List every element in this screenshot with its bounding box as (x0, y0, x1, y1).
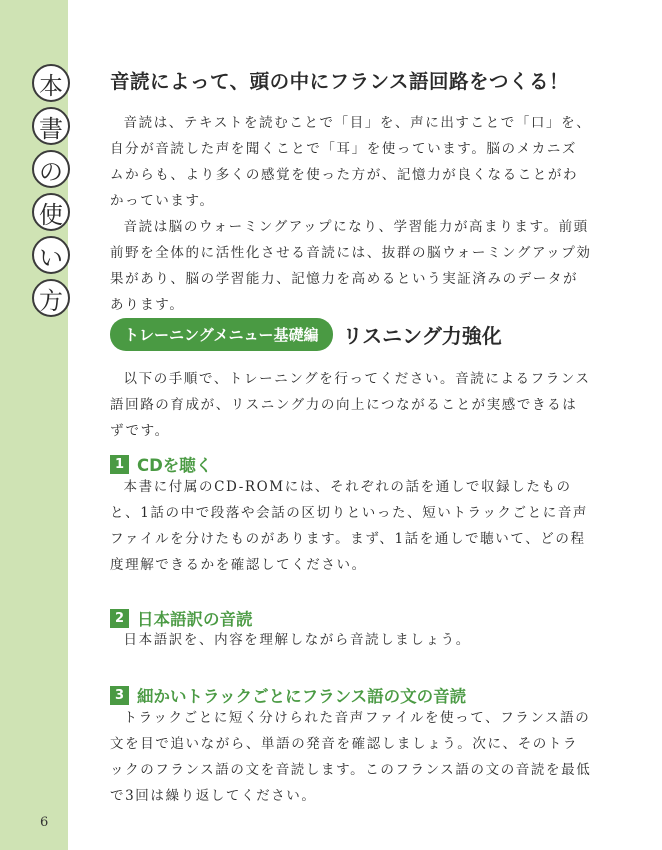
page-number: 6 (40, 815, 49, 830)
vertical-title-char: 使 (32, 193, 70, 231)
page-heading: 音読によって、頭の中にフランス語回路をつくる！ (110, 70, 570, 93)
step-1-body: 本書に付属のCD-ROMには、それぞれの話を通しで収録したものと、1話の中で段落や会話の区切りといった、短いトラックごとに音声ファイルを分けたものがあります。まず、1話を通しで聴いて、どの程度理解できるかを確認してください。 (110, 479, 589, 573)
step-number-badge: 2 (110, 609, 129, 628)
vertical-title-char: 方 (32, 279, 70, 317)
step-3-heading (110, 683, 466, 707)
section-intro-paragraph: 以下の手順で、トレーニングを行ってください。音読によるフランス語回路の育成が、リスニング力の向上につながることが実感できるはずです。 (110, 371, 591, 439)
step-2-body: 日本語訳を、内容を理解しながら音読しましょう。 (123, 632, 471, 648)
vertical-title-char: 書 (32, 107, 70, 145)
intro-paragraph-2: 音読は脳のウォーミングアップになり、学習能力が高まります。前頭前野を全体的に活性化させる音読には、抜群の脳ウォーミングアップ効果があり、脳の学習能力、記憶力を高めるという実証済みのデータがあります。 (110, 219, 592, 313)
step-number-badge: 3 (110, 686, 129, 705)
section-banner (110, 318, 502, 351)
section-title: リスニング力強化 (342, 324, 502, 348)
vertical-title (32, 64, 74, 322)
step-title: 日本語訳の音読 (137, 610, 253, 629)
vertical-title-char: い (32, 236, 70, 274)
step-number-badge: 1 (110, 455, 129, 474)
vertical-title-char: の (32, 150, 70, 188)
step-1-heading (110, 452, 212, 476)
step-title: CDを聴く (137, 456, 213, 475)
intro-paragraph-1: 音読は、テキストを読むことで「目」を、声に出すことで「口」を、自分が音読した声を聞くことで「耳」を使っています。脳のメカニズムからも、より多くの感覚を使った方が、記憶力が良くなることがわかっています。 (110, 115, 592, 209)
step-3-body: トラックごとに短く分けられた音声ファイルを使って、フランス語の文を目で追いながら、単語の発音を確認しましょう。次に、そのトラックのフランス語の文を音読します。このフランス語の文の音読を最低で3回は繰り返してください。 (110, 710, 592, 804)
vertical-title-char: 本 (32, 64, 70, 102)
section-pill-label: トレーニングメニュー基礎編 (110, 318, 333, 351)
step-title: 細かいトラックごとにフランス語の文の音読 (137, 687, 467, 706)
